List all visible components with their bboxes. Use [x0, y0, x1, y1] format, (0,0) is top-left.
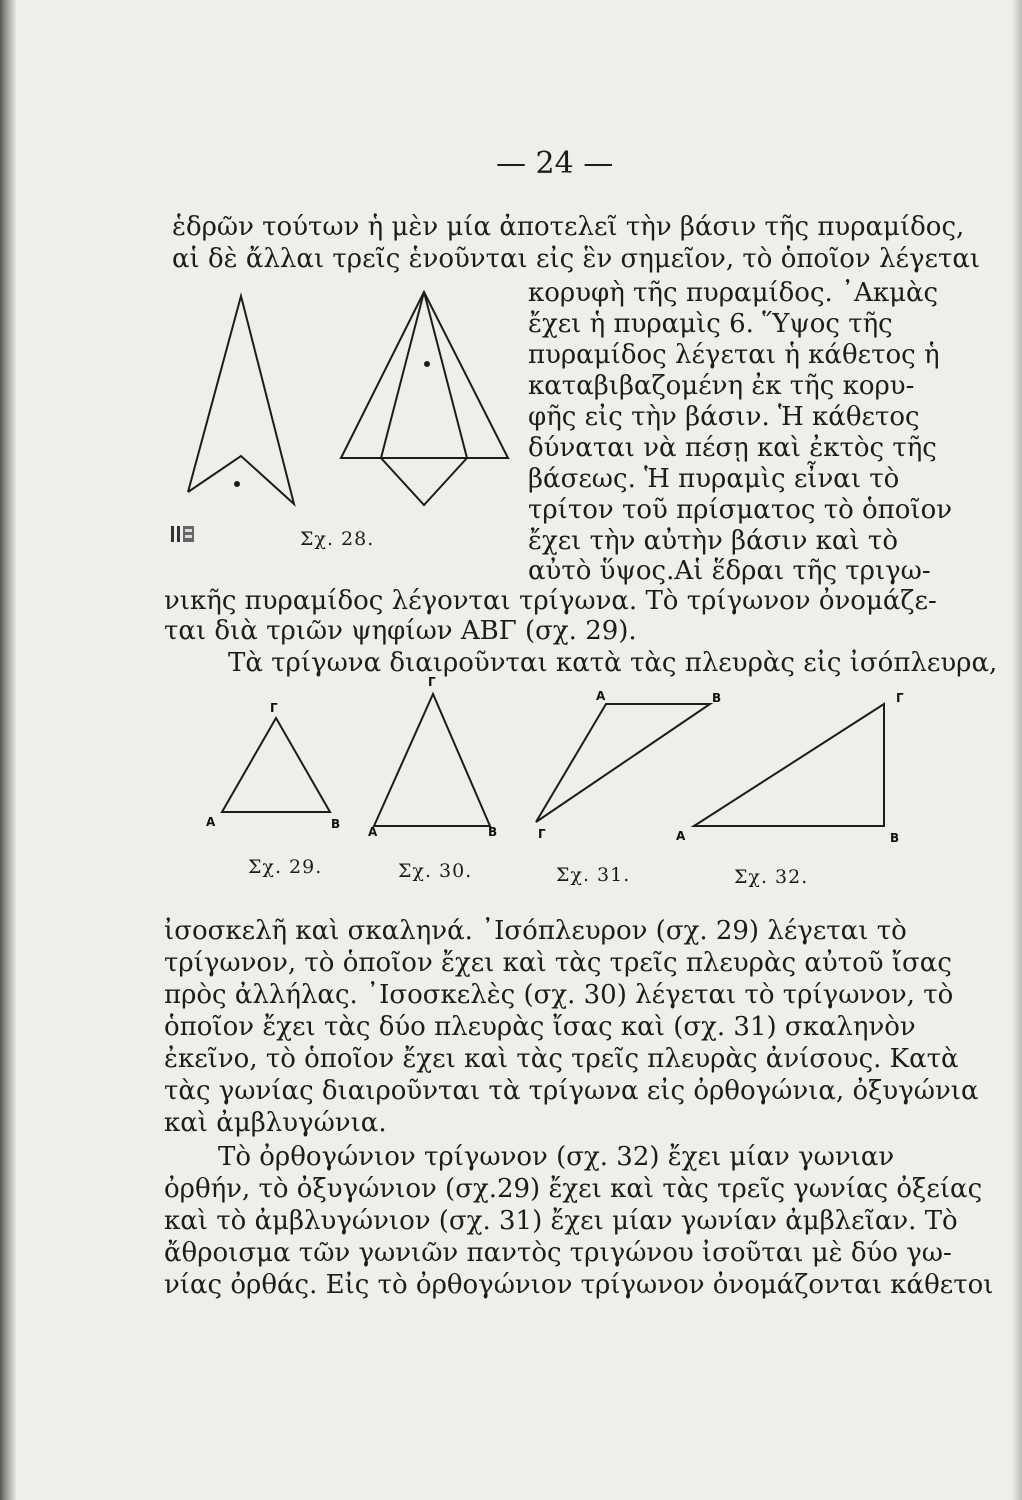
fig31-scalene-triangle: [536, 704, 710, 822]
text-line: ἄθροισμα τῶν γωνιῶν παντὸς τριγώνου ἰσοῦται μὲ δύο γω-: [164, 1238, 952, 1268]
page-number: — 24 —: [496, 146, 614, 181]
text-line: καταβιβαζομένη ἐκ τῆς κορυ-: [528, 371, 915, 401]
fig28-pyramid-net: [188, 296, 294, 504]
text-line: αὐτὸ ὕψος.Αἱ ἕδραι τῆς τριγω-: [528, 556, 931, 586]
text-line: νίας ὀρθάς. Εἰς τὸ ὀρθογώνιον τρίγωνον ὀνομάζονται κάθετοι: [164, 1270, 994, 1300]
text-line: τρίγωνον, τὸ ὁποῖον ἔχει καὶ τὰς τρεῖς πλευρὰς αὐτοῦ ἴσας: [164, 948, 952, 978]
fig28-dot: [424, 361, 430, 367]
text-line: ὁποῖον ἔχει τὰς δύο πλευρὰς ἴσας καὶ (σχ. 31) σκαληνὸν: [164, 1012, 916, 1042]
text-line: ἐκεῖνο, τὸ ὁποῖον ἔχει καὶ τὰς τρεῖς πλευρὰς ἀνίσους. Κατὰ: [164, 1044, 959, 1074]
fig32-label-right: Β: [890, 831, 900, 845]
text-line: νικῆς πυραμίδος λέγονται τρίγωνα. Τὸ τρίγωνον ὀνομάζε-: [164, 586, 937, 616]
fig31-label-a: Α: [596, 689, 606, 703]
text-line: δύναται νὰ πέσῃ καὶ ἐκτὸς τῆς: [528, 433, 937, 463]
text-line: ὀρθήν, τὸ ὀξυγώνιον (σχ.29) ἔχει καὶ τὰς τρεῖς γωνίας ὀξείας: [164, 1174, 983, 1204]
text-line: πρὸς ἀλλήλας. ᾿Ισοσκελὲς (σχ. 30) λέγεται τὸ τρίγωνον, τὸ: [164, 980, 954, 1010]
fig29-label-top: Γ: [270, 701, 278, 715]
fig28-dot: [234, 481, 240, 487]
text-line: ἔχει τὴν αὐτὴν βάσιν καὶ τὸ: [528, 526, 898, 556]
caption-fig30: Σχ. 30.: [398, 860, 473, 882]
fig31-label-g: Γ: [538, 827, 546, 841]
text-line: τὰς γωνίας διαιροῦνται τὰ τρίγωνα εἰς ὀρθογώνια, ὀξυγώνια: [164, 1076, 979, 1106]
caption-fig29: Σχ. 29.: [248, 856, 323, 878]
text-line: πυραμίδος λέγεται ἡ κάθετος ἡ: [528, 340, 940, 370]
fig30-label-top: Γ: [428, 675, 436, 689]
fig30-label-right: Β: [488, 825, 498, 839]
fig28-pyramid: [341, 292, 508, 505]
text-line: ται διὰ τριῶν ψηφίων ΑΒΓ (σχ. 29).: [164, 616, 637, 646]
caption-fig32: Σχ. 32.: [734, 866, 809, 888]
text-line: κορυφὴ τῆς πυραμίδος. ᾿Ακμὰς: [528, 278, 939, 308]
text-line: καὶ ἀμβλυγώνια.: [164, 1108, 387, 1138]
fig32-label-left: Α: [676, 829, 686, 843]
text-line: ἑδρῶν τούτων ἡ μὲν μία ἀποτελεῖ τὴν βάσιν τῆς πυραμίδος,: [172, 212, 965, 242]
caption-fig28: Σχ. 28.: [300, 528, 375, 550]
fig29-label-right: Β: [331, 817, 341, 831]
caption-fig31: Σχ. 31.: [556, 864, 631, 886]
text-line: βάσεως. Ἡ πυραμὶς εἶναι τὸ: [528, 464, 900, 494]
fig29-label-left: Α: [206, 815, 216, 829]
fig30-isosceles-triangle: [374, 694, 490, 826]
text-line: Τὰ τρίγωνα διαιροῦνται κατὰ τὰς πλευρὰς εἰς ἰσόπλευρα,: [228, 648, 998, 678]
fig32-label-top: Γ: [896, 691, 904, 705]
text-line: ἰσοσκελῆ καὶ σκαληνά. ᾿Ισόπλευρον (σχ. 29) λέγεται τὸ: [164, 916, 907, 946]
fig31-label-b: Β: [712, 691, 722, 705]
fig30-label-left: Α: [368, 825, 378, 839]
text-line: τρίτον τοῦ πρίσματος τὸ ὁποῖον: [528, 495, 953, 525]
fig29-equilateral-triangle: [222, 718, 330, 812]
text-line: αἱ δὲ ἄλλαι τρεῖς ἑνοῦνται εἰς ἓν σημεῖον, τὸ ὁποῖον λέγεται: [172, 244, 981, 274]
text-line: καὶ τὸ ἀμβλυγώνιον (σχ. 31) ἔχει μίαν γωνίαν ἀμβλεῖαν. Τὸ: [164, 1206, 958, 1236]
fig32-right-triangle: [694, 704, 884, 826]
text-line: ἔχει ἡ πυραμὶς 6. Ὕψος τῆς: [528, 309, 893, 339]
text-line: Τὸ ὀρθογώνιον τρίγωνον (σχ. 32) ἔχει μίαν γωνιαν: [218, 1142, 895, 1172]
text-line: φῆς εἰς τὴν βάσιν. Ἡ κάθετος: [528, 402, 920, 432]
